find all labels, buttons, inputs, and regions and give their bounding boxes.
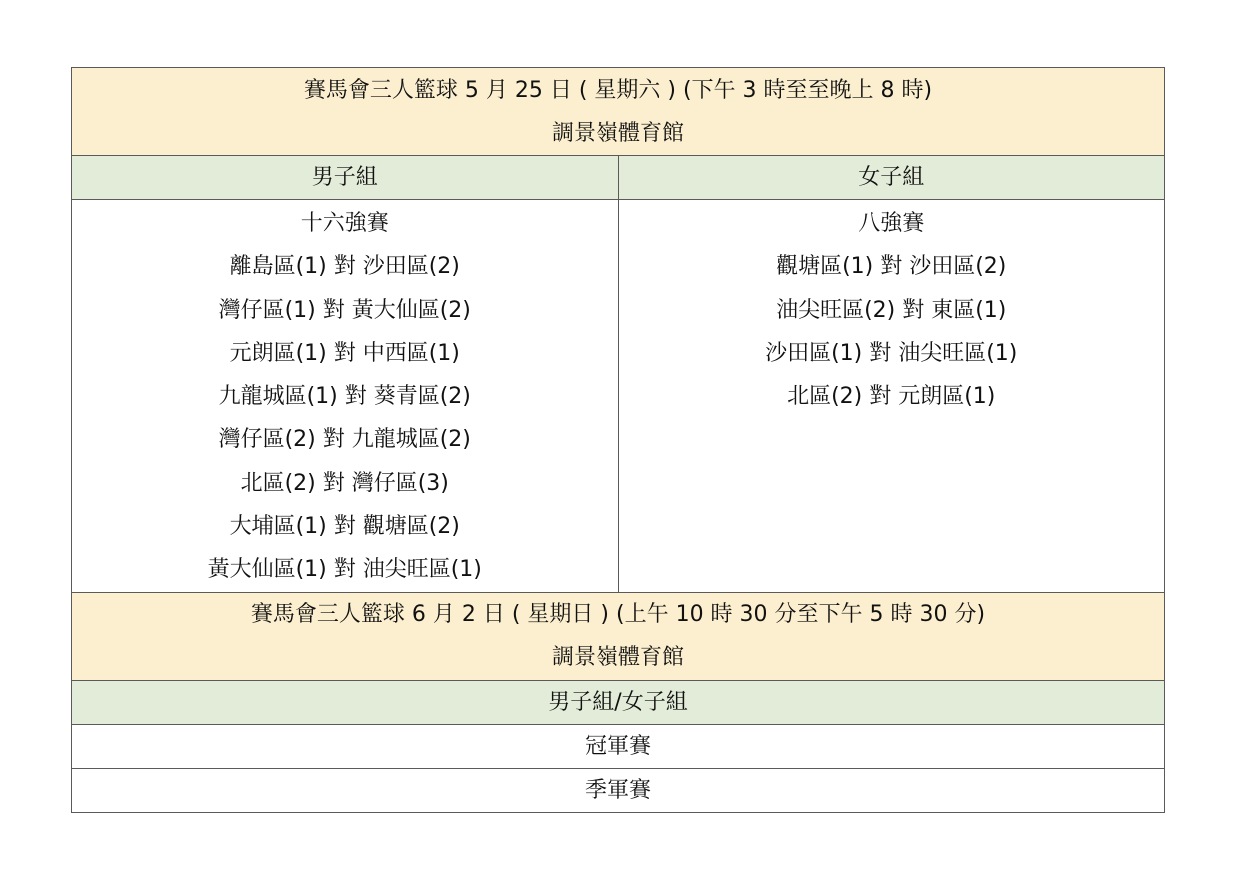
men-group-header: 男子組 — [72, 156, 619, 200]
event2-title: 賽馬會三人籃球 6 月 2 日 ( 星期日 ) (上午 10 時 30 分至下午 5 時 30 分) — [250, 602, 986, 628]
men-matches-cell — [72, 200, 619, 593]
event2-venue: 調景嶺體育館 — [551, 645, 684, 671]
event2-header — [72, 592, 1165, 680]
combined-group-header: 男子組/女子組 — [72, 680, 1165, 724]
women-matches-cell — [618, 200, 1165, 593]
women-match: 觀塘區(1) 對 沙田區(2) — [776, 254, 1007, 280]
men-match: 北區(2) 對 灣仔區(3) — [240, 470, 449, 496]
final-match: 冠軍賽 — [72, 724, 1165, 768]
event1-venue: 調景嶺體育館 — [551, 120, 684, 146]
women-match: 沙田區(1) 對 油尖旺區(1) — [765, 340, 1018, 366]
men-round-title: 十六強賽 — [300, 211, 389, 236]
event1-title: 賽馬會三人籃球 5 月 25 日 ( 星期六 ) (下午 3 時至至晚上 8 時) — [303, 77, 933, 103]
men-match: 九龍城區(1) 對 葵青區(2) — [218, 384, 471, 410]
men-match: 離島區(1) 對 沙田區(2) — [229, 254, 460, 280]
men-match: 元朗區(1) 對 中西區(1) — [229, 340, 460, 366]
event1-header — [72, 68, 1165, 156]
women-round-title: 八強賽 — [858, 211, 925, 236]
women-group-header: 女子組 — [618, 156, 1165, 200]
men-match: 黃大仙區(1) 對 油尖旺區(1) — [207, 557, 482, 583]
third-place-match: 季軍賽 — [72, 768, 1165, 812]
men-match: 灣仔區(2) 對 九龍城區(2) — [218, 427, 471, 453]
women-match: 油尖旺區(2) 對 東區(1) — [776, 297, 1007, 323]
men-match: 灣仔區(1) 對 黃大仙區(2) — [218, 297, 471, 323]
schedule-table — [71, 67, 1165, 813]
women-match: 北區(2) 對 元朗區(1) — [787, 384, 996, 410]
men-match: 大埔區(1) 對 觀塘區(2) — [229, 514, 460, 540]
